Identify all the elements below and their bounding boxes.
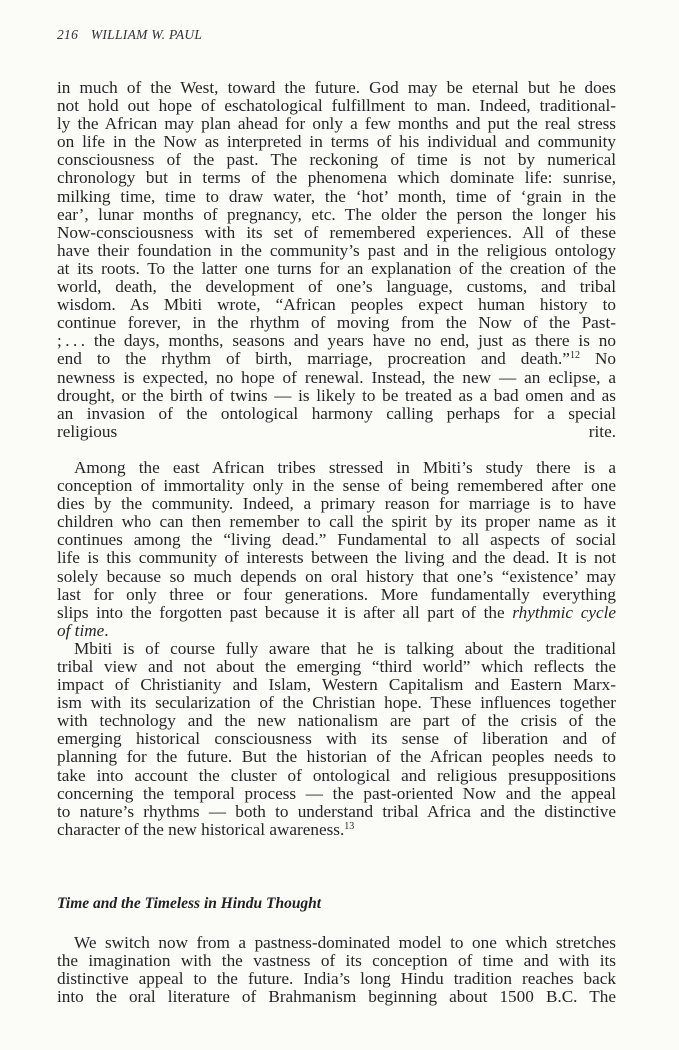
text-line: into the oral literature of Brahmanism beginning about 1500 B.C. The <box>57 987 616 1007</box>
text-line <box>57 622 616 640</box>
text-line: dies by the community. Indeed, a primary reason for marriage is to have <box>57 494 616 514</box>
text-line: emerging historical consciousness with its sense of liberation and of <box>57 729 616 749</box>
text-line: Now-consciousness with its set of remembered experiences. All of these <box>57 222 616 242</box>
body-text <box>57 79 616 839</box>
footnote-ref-13[interactable]: 13 <box>344 820 355 832</box>
text-line: drought, or the birth of twins — is likely to be treated as a bad omen and as <box>57 385 616 405</box>
text-line: impact of Christianity and Islam, Western Capitalism and Eastern Marx- <box>57 675 616 695</box>
text-line: have their foundation in the community’s past and in the religious ontology <box>57 240 616 260</box>
text-line: continues among the “living dead.” Fundamental to all aspects of social <box>57 530 616 550</box>
text-line: in much of the West, toward the future. God may be eternal but he does <box>57 78 616 97</box>
footnote-ref-12[interactable]: 12 <box>569 350 580 362</box>
text-line: to nature’s rhythms — both to understand tribal Africa and the distinctive <box>57 801 616 821</box>
paragraph-2 <box>57 459 616 640</box>
text-line: world, death, the development of one’s language, customs, and tribal <box>57 277 616 297</box>
text-line: planning for the future. But the historian of the African peoples needs to <box>57 747 616 767</box>
text-line: take into account the cluster of ontological and religious presuppositions <box>57 765 616 785</box>
text-line: life is this community of interests between the living and the dead. It is not <box>57 548 616 568</box>
text-line: on life in the Now as interpreted in terms of his individual and community <box>57 132 616 152</box>
text-line: an invasion of the ontological harmony calling perhaps for a special <box>57 403 616 423</box>
emphasis-text: of time <box>57 620 105 640</box>
text-line: We switch now from a pastness-dominated model to one which stretches <box>74 933 616 952</box>
running-head <box>57 27 202 43</box>
running-head-author: WILLIAM W. PAUL <box>90 27 203 42</box>
text-line: tribal view and not about the emerging “third world” which reflects the <box>57 657 616 676</box>
section-body-text <box>57 934 616 1006</box>
text-line: conception of immortality only in the sense of being remembered after one <box>57 476 616 496</box>
text-line: wisdom. As Mbiti wrote, “African peoples expect human history to <box>57 295 616 315</box>
paragraph-3 <box>57 640 616 839</box>
text-line: the imagination with the vastness of its conception of time and with its <box>57 951 616 971</box>
text-line: milking time, time to draw water, the ‘hot’ month, time of ‘grain in the <box>57 186 616 206</box>
text-line: ; . . . the days, months, seasons and years have no end, just as there is no <box>57 331 616 351</box>
page-number: 216 <box>57 27 79 42</box>
text-line: religious rite. <box>57 421 616 441</box>
text-line: continue forever, in the rhythm of moving from the Now of the Past- <box>57 313 616 333</box>
line-text: . <box>104 620 109 640</box>
text-line <box>57 441 616 459</box>
text-line: not hold out hope of eschatological fulfillment to man. Indeed, traditional- <box>57 96 616 116</box>
text-line: Mbiti is of course fully aware that he is talking about the traditional <box>74 638 616 658</box>
text-line: last for only three or four generations. More fundamentally everything <box>57 584 616 604</box>
text-line: ear’, lunar months of pregnancy, etc. The older the person the longer his <box>57 204 616 224</box>
text-line: newness is expected, no hope of renewal. Instead, the new — an eclipse, a <box>57 367 616 387</box>
line-text: character of the new historical awareness. <box>57 819 345 839</box>
text-line: distinctive appeal to the future. India’s long Hindu tradition reaches back <box>57 969 616 989</box>
text-line: concerning the temporal process — the past-oriented Now and the appeal <box>57 783 616 803</box>
text-line <box>57 604 616 622</box>
text-line <box>57 350 616 368</box>
paragraph-1 <box>57 79 616 459</box>
section-heading: Time and the Timeless in Hindu Thought <box>57 895 322 912</box>
text-line <box>57 821 616 839</box>
text-line: solely because so much depends on oral history that one’s “existence’ may <box>57 566 616 586</box>
text-line: at its roots. To the latter one turns for an explanation of the creation of the <box>57 258 616 278</box>
text-line: ism with its secularization of the Christian hope. These influences together <box>57 693 616 713</box>
line-text: slips into the forgotten past because it is after all part of the <box>57 602 513 622</box>
text-line: consciousness of the past. The reckoning of time is not by numerical <box>57 150 616 170</box>
text-line: Among the east African tribes stressed in Mbiti’s study there is a <box>74 457 616 477</box>
text-line: ly the African may plan ahead for only a few months and put the real stress <box>57 114 616 134</box>
text-line: chronology but in terms of the phenomena which dominate life: sunrise, <box>57 168 616 188</box>
emphasis-text: rhythmic cycle <box>512 602 616 622</box>
line-text: No <box>579 349 616 369</box>
line-text: end to the rhythm of birth, marriage, procreation and death.” <box>57 349 570 369</box>
text-line: children who can then remember to call the spirit by its proper name as it <box>57 512 616 532</box>
text-line: with technology and the new nationalism are part of the crisis of the <box>57 711 616 731</box>
